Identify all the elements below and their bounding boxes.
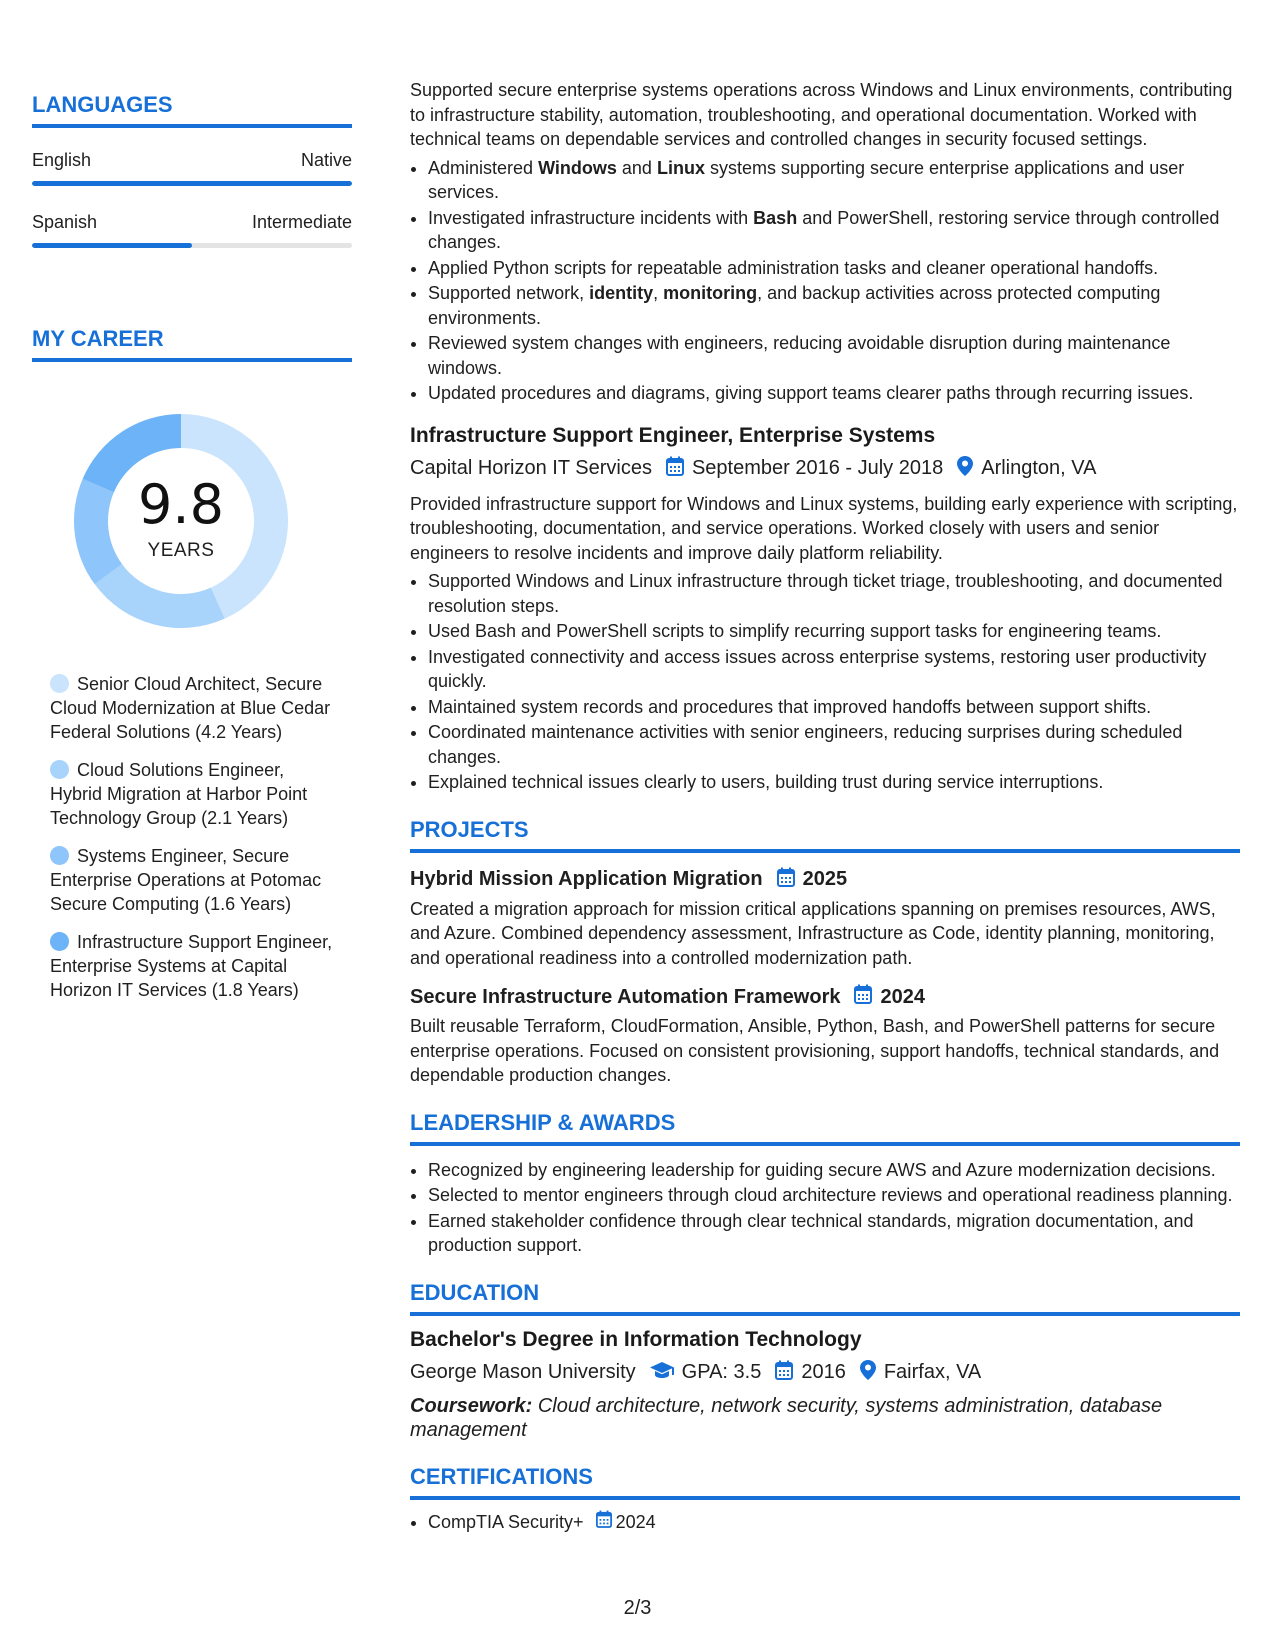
degree-title: Bachelor's Degree in Information Technology [410, 1327, 862, 1351]
language-level: Intermediate [251, 212, 352, 232]
certification-name: • CompTIA Security+ [428, 1511, 584, 1532]
legend-dot [50, 846, 69, 865]
graduation-cap-icon [650, 1361, 674, 1385]
career-legend-item [50, 758, 340, 830]
career-legend-item [50, 844, 340, 916]
page-number: 2/3 [623, 1597, 652, 1619]
project-name: Secure Infrastructure Automation Framework [410, 985, 841, 1008]
languages-title: LANGUAGES [32, 92, 352, 128]
career-legend-label: Senior Cloud Architect, Secure Cloud Modernization at Blue Cedar Federal Solutions (4.2 Years) [50, 674, 331, 742]
project-description: Built reusable Terraform, CloudFormation, Ansible, Python, Bash, and PowerShell patterns for secure enterprise operations. Focused on consistent provisioning, support handoffs, technical standards, and dependable production changes. [410, 1016, 1220, 1085]
calendar-icon [596, 1510, 612, 1535]
language-proficiency-fill [32, 243, 192, 248]
coursework [410, 1394, 1240, 1442]
career-donut-chart [66, 406, 296, 636]
bullet-item: • Used Bash and PowerShell scripts to simplify recurring support tasks for engineering teams. [428, 619, 1240, 644]
project-item [410, 867, 1240, 971]
career-legend-label: Systems Engineer, Secure Enterprise Operations at Potomac Secure Computing (1.6 Years) [50, 846, 322, 914]
career-total-years: 9.8 [138, 473, 224, 536]
bullet-item: • Supported network, identity, monitoring, and backup activities across protected computing environments. [428, 281, 1240, 330]
legend-dot [50, 932, 69, 951]
bullet-item: • Maintained system records and procedures that improved handoffs between support shifts. [428, 695, 1240, 720]
calendar-icon [854, 984, 872, 1010]
language-proficiency-bar [32, 243, 352, 248]
projects-title: PROJECTS [410, 817, 1240, 853]
job-company: Capital Horizon IT Services [410, 457, 652, 479]
prev-job-bullets [410, 156, 1240, 406]
career-total-unit: YEARS [147, 540, 215, 561]
sidebar [32, 92, 352, 1016]
bullet-item: • Applied Python scripts for repeatable administration tasks and cleaner operational handoffs. [428, 256, 1240, 281]
job-summary: Provided infrastructure support for Windows and Linux systems, building early experience with scripting, troubleshooting, documentation, and service operations. Worked closely with users and senior engineers to resolve incidents and improve daily platform reliability. [410, 493, 1238, 563]
education-year: 2016 [801, 1361, 846, 1383]
job-meta [410, 456, 1240, 482]
project-year: 2024 [880, 985, 925, 1008]
languages-section [32, 92, 352, 248]
certification-year: 2024 [615, 1511, 656, 1532]
main-content [410, 78, 1240, 1535]
bullet-item: • Supported Windows and Linux infrastructure through ticket triage, troubleshooting, and documented resolution steps. [428, 569, 1240, 618]
career-section [32, 326, 352, 1002]
bullet-item: • Earned stakeholder confidence through clear technical standards, migration documentation, and production support. [428, 1209, 1240, 1258]
job-title: Infrastructure Support Engineer, Enterprise Systems [410, 423, 936, 447]
language-level: Native [300, 150, 352, 170]
career-title: MY CAREER [32, 326, 352, 362]
certifications-title: CERTIFICATIONS [410, 1464, 1240, 1500]
career-legend-label: Infrastructure Support Engineer, Enterprise Systems at Capital Horizon IT Services (1.8 Years) [50, 932, 333, 1000]
bullet-item: • Investigated infrastructure incidents with Bash and PowerShell, restoring service through controlled changes. [428, 206, 1240, 255]
language-name: Spanish [32, 212, 98, 232]
career-legend-label: Cloud Solutions Engineer, Hybrid Migration at Harbor Point Technology Group (2.1 Years) [50, 760, 308, 828]
bullet-item: • Investigated connectivity and access issues across enterprise systems, restoring user productivity quickly. [428, 645, 1240, 694]
bullet-item: • Administered Windows and Linux systems supporting secure enterprise applications and user services. [428, 156, 1240, 205]
career-legend-item [50, 930, 340, 1002]
bullet-item: • Selected to mentor engineers through cloud architecture reviews and operational readiness planning. [428, 1183, 1240, 1208]
education-gpa: GPA: 3.5 [681, 1361, 762, 1383]
calendar-icon [775, 1360, 793, 1386]
education-entry [410, 1328, 1240, 1442]
language-item [32, 212, 352, 248]
map-pin-icon [957, 456, 973, 482]
map-pin-icon [860, 1360, 876, 1386]
bullet-item: • Explained technical issues clearly to users, building trust during service interruptions. [428, 770, 1240, 795]
legend-dot [50, 760, 69, 779]
job-location: Arlington, VA [981, 457, 1097, 479]
coursework-text: Cloud architecture, network security, systems administration, database management [410, 1394, 1163, 1441]
job-bullets [410, 569, 1240, 795]
project-item [410, 984, 1240, 1088]
legend-dot [50, 674, 69, 693]
education-meta [410, 1360, 1240, 1386]
project-name: Hybrid Mission Application Migration [410, 868, 763, 890]
calendar-icon [666, 456, 684, 482]
language-item [32, 150, 352, 186]
coursework-label: Coursework: [410, 1394, 533, 1417]
education-location: Fairfax, VA [883, 1361, 982, 1383]
bullet-item: • Recognized by engineering leadership for guiding secure AWS and Azure modernization decisions. [428, 1158, 1240, 1183]
prev-job-summary: Supported secure enterprise systems operations across Windows and Linux environments, contributing to infrastructure stability, automation, troubleshooting, and operational documentation. Worked with technical teams on dependable services and controlled changes in security focused settings. [410, 80, 1233, 149]
certification-item [428, 1510, 1240, 1535]
calendar-icon [777, 867, 795, 893]
leadership-bullets [410, 1158, 1240, 1258]
school-name: George Mason University [410, 1361, 636, 1383]
job-dates: September 2016 - July 2018 [691, 457, 944, 479]
project-year: 2025 [802, 868, 848, 890]
language-proficiency-bar [32, 181, 352, 186]
project-description: Created a migration approach for mission critical applications spanning on premises resources, AWS, and Azure. Combined dependency assessment, Infrastructure as Code, identity planning, monitoring, and operational readiness into a controlled modernization path. [410, 898, 1216, 968]
career-legend [50, 672, 352, 1002]
career-legend-item [50, 672, 340, 744]
education-title: EDUCATION [410, 1280, 1240, 1316]
language-name: English [32, 150, 92, 170]
bullet-item: • Reviewed system changes with engineers, reducing avoidable disruption during maintenance windows. [428, 331, 1240, 380]
job-entry [410, 424, 1240, 795]
bullet-item: • Updated procedures and diagrams, giving support teams clearer paths through recurring issues. [428, 381, 1240, 406]
bullet-item: • Coordinated maintenance activities with senior engineers, reducing surprises during scheduled changes. [428, 720, 1240, 769]
language-proficiency-fill [32, 181, 352, 186]
certifications-list [410, 1510, 1240, 1535]
leadership-title: LEADERSHIP & AWARDS [410, 1110, 1240, 1146]
